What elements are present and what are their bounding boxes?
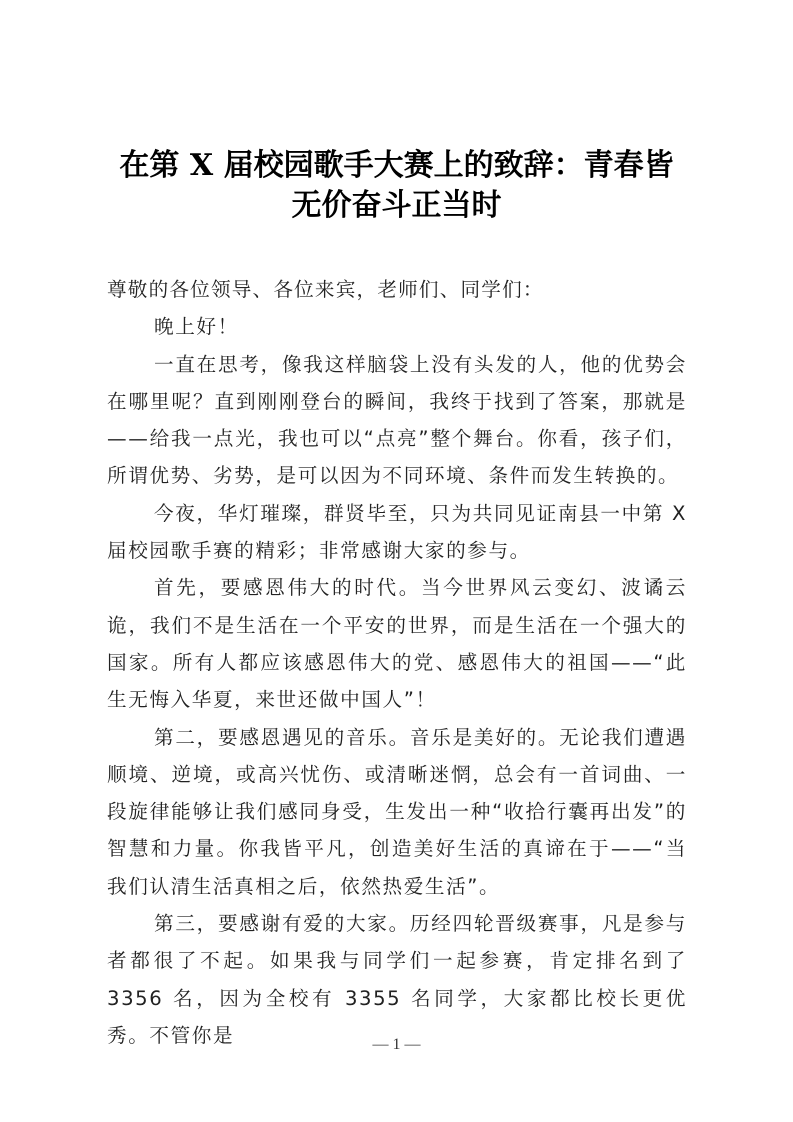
greeting: 晚上好！	[154, 315, 239, 339]
paragraph: 第二，要感恩遇见的音乐。音乐是美好的。无论我们遭遇顺境、逆境，或高兴忧伤、或清晰迷惘，总会有一首词曲、一段旋律能够让我们感同身受，生发出一种“收拾行囊再出发”的智慧和力量。你我皆平凡，创造美好生活的真谛在于——“当我们认清生活真相之后，依然热爱生活”。	[107, 725, 687, 898]
paragraph: 首先，要感恩伟大的时代。当今世界风云变幻、波谲云诡，我们不是生活在一个平安的世界，而是生活在一个强大的国家。所有人都应该感恩伟大的党、感恩伟大的祖国——“此生无悔入华夏，来世还做中国人”！	[107, 576, 687, 712]
paragraph: 一直在思考，像我这样脑袋上没有头发的人，他的优势会在哪里呢？直到刚刚登台的瞬间，我终于找到了答案，那就是——给我一点光，我也可以“点亮”整个舞台。你看，孩子们，所谓优势、劣势，是可以因为不同环境、条件而发生转换的。	[107, 352, 687, 488]
title-line-1: 在第 X 届校园歌手大赛上的致辞：青春皆	[119, 148, 674, 183]
paragraph: 今夜，华灯璀璨，群贤毕至，只为共同见证南县一中第 X 届校园歌手赛的精彩；非常感谢大家的参与。	[107, 501, 687, 563]
salutation: 尊敬的各位领导、各位来宾，老师们、同学们：	[107, 278, 544, 301]
document-title	[96, 146, 697, 226]
title-line-2: 无价奋斗正当时	[291, 188, 502, 223]
paragraph: 第三，要感谢有爱的大家。历经四轮晋级赛事，凡是参与者都很了不起。如果我与同学们一起参赛，肯定排名到了 3356 名，因为全校有 3355 名同学，大家都比校长更优秀。不管你是	[107, 912, 687, 1047]
page-number: — 1 —	[372, 1036, 421, 1053]
document-body	[107, 271, 687, 1054]
